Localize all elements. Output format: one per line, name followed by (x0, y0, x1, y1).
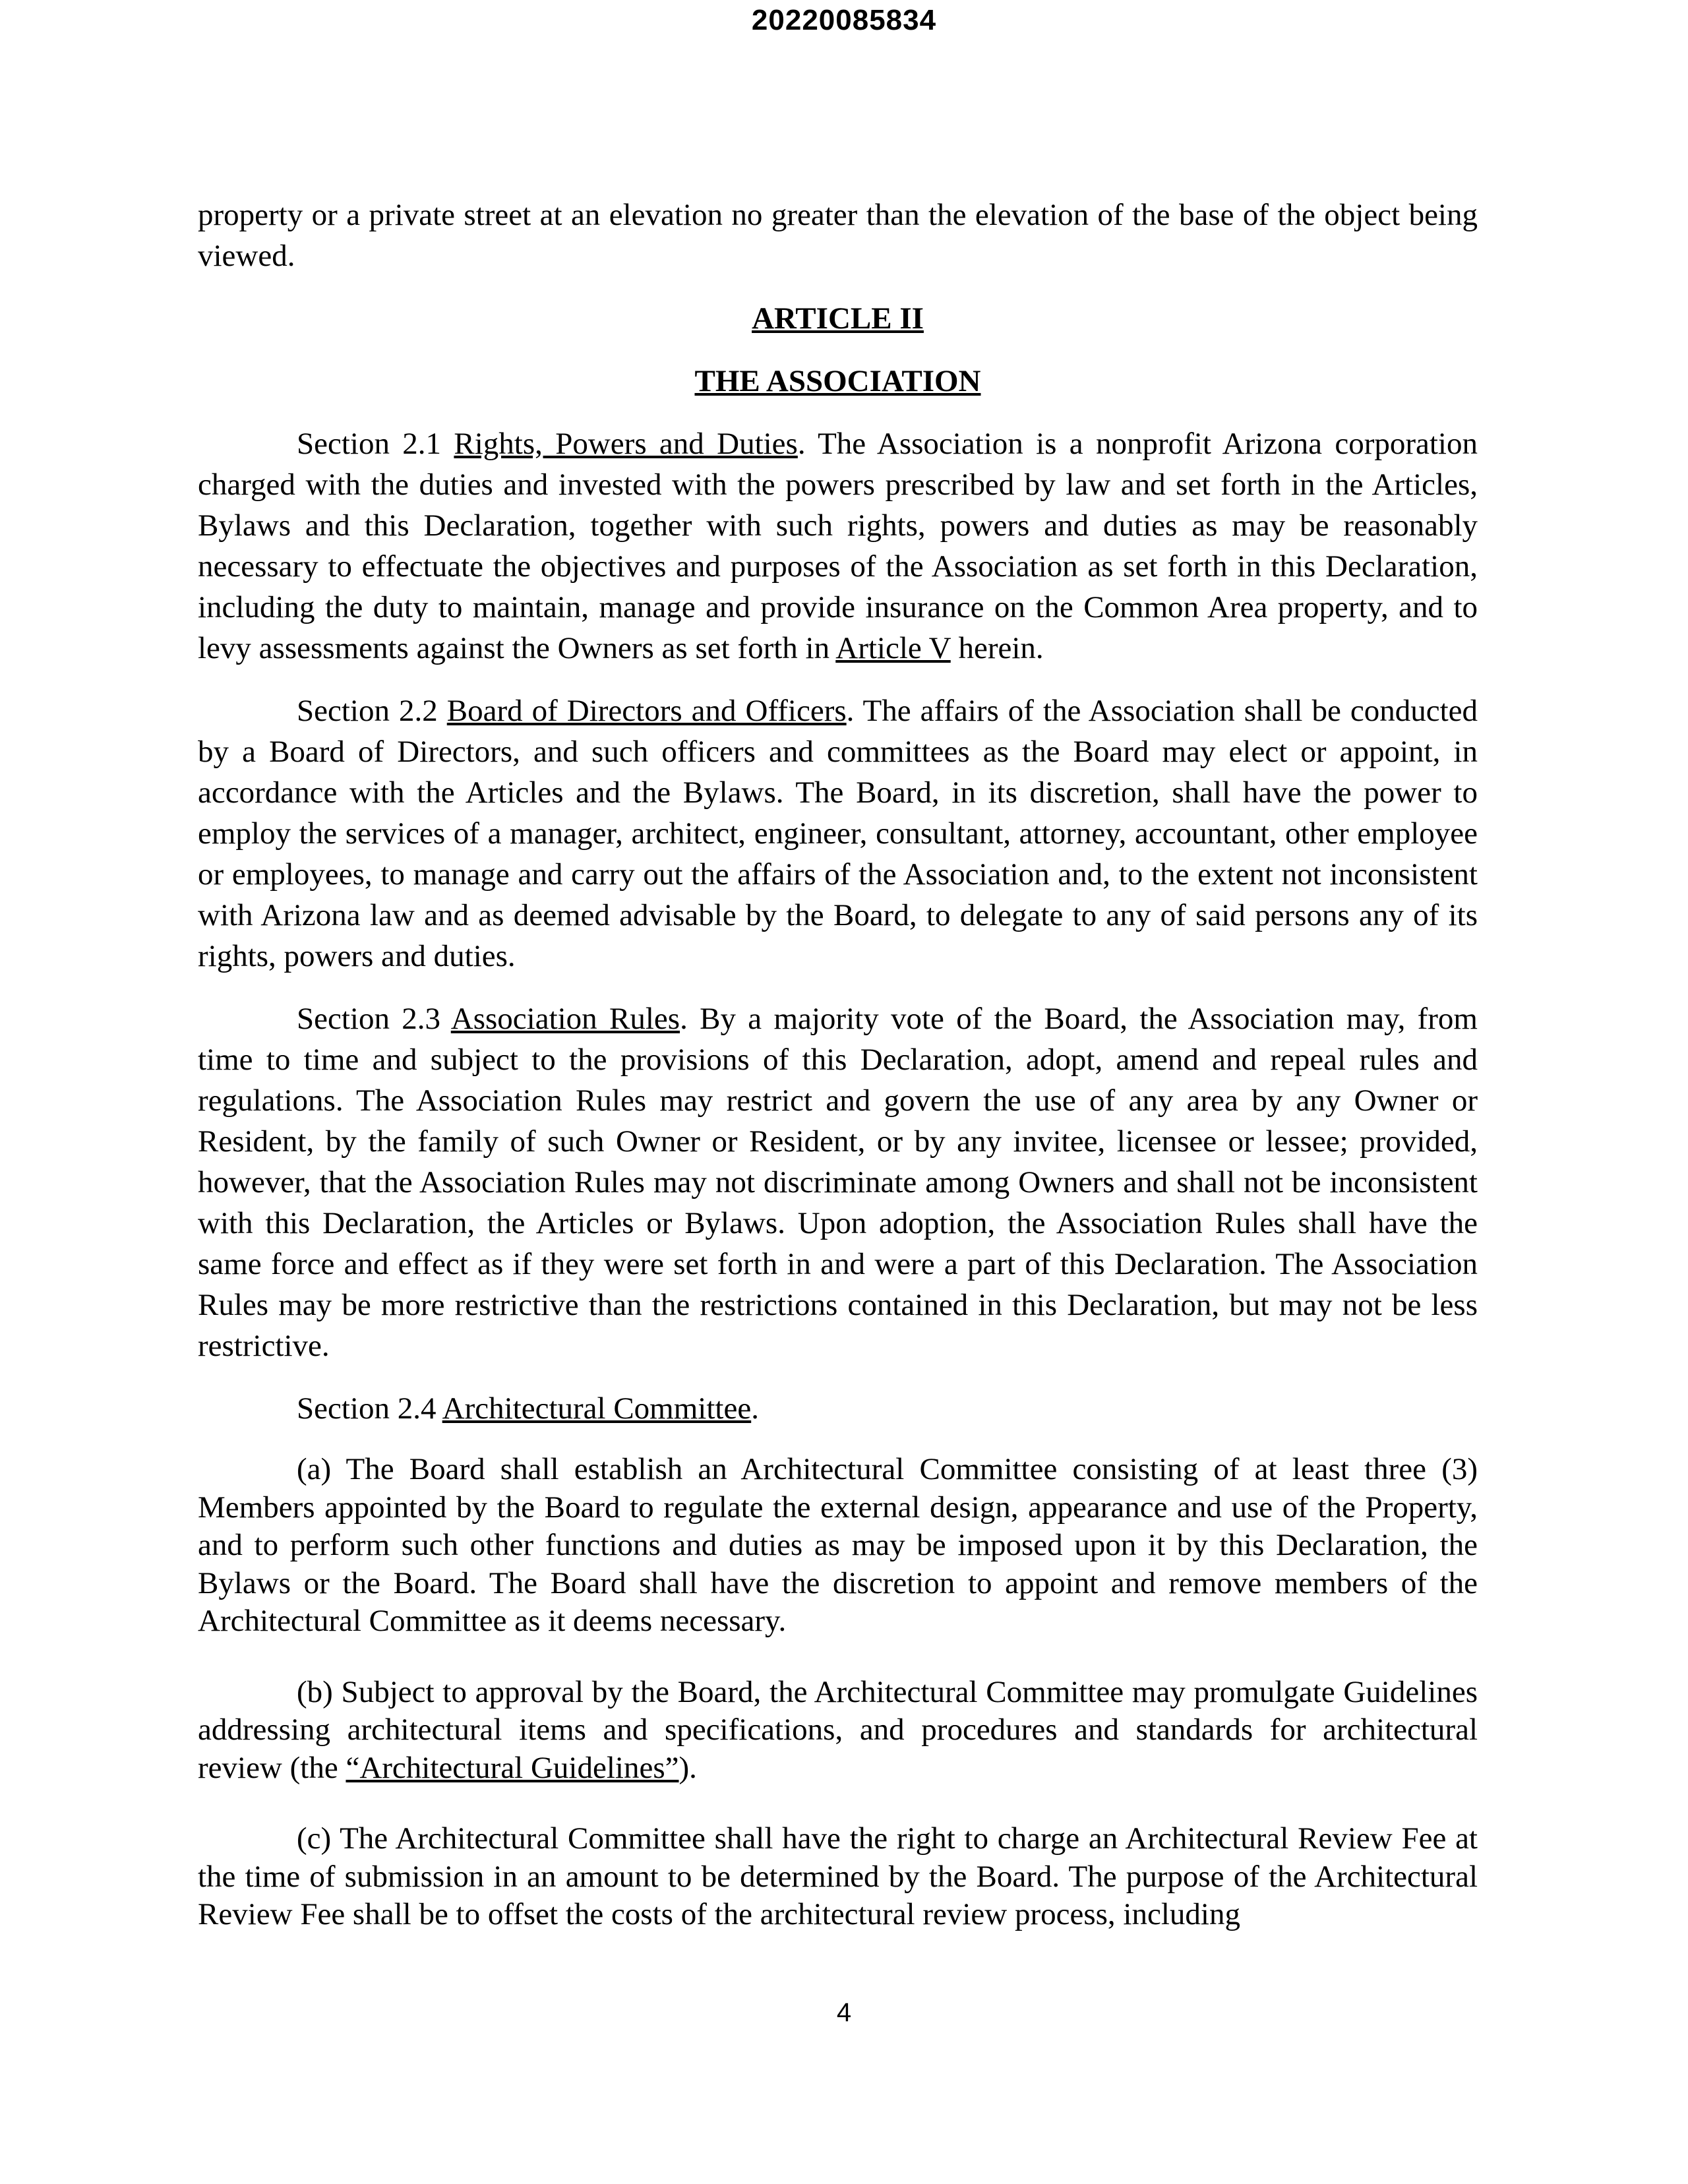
section-text: . By a majority vote of the Board, the Association may, from time to time and subject to the provisions of this Declaration, adopt, amend and repeal rules and regulations. The Association Rules may restrict and govern the use of any area by any Owner or Resident, by the family of such Owner or Resident, or by any invitee, licensee or lessee; provided, however, that the Association Rules may not discriminate among Owners and shall not be inconsistent with this Declaration, the Articles or Bylaws. Upon adoption, the Association Rules shall have the same force and effect as if they were set forth in and were a part of this Declaration. The Association Rules may be more restrictive than the restrictions contained in this Declaration, but may not be less restrictive. (198, 1002, 1478, 1363)
subsection-text: (b) Subject to approval by the Board, the Architectural Committee may promulgate Guidelines addressing architectural items and specifications, and procedures and standards for architectural review (the (198, 1674, 1478, 1785)
section-number: Section 2.1 (297, 427, 442, 461)
section-2-1 (198, 423, 1478, 669)
section-2-2 (198, 690, 1478, 977)
section-text: . (751, 1391, 759, 1426)
section-text: . The affairs of the Association shall be conducted by a Board of Directors, and such officers and committees as the Board may elect or appoint, in accordance with the Articles and the Bylaws. The Board, in its discretion, shall have the power to employ the services of a manager, architect, engineer, consultant, attorney, accountant, other employee or employees, to manage and carry out the affairs of the Association and, to the extent not inconsistent with Arizona law and as deemed advisable by the Board, to delegate to any of said persons any of its rights, powers and duties. (198, 694, 1478, 973)
carryover-paragraph: property or a private street at an elevation no greater than the elevation of the base of the object being viewed. (198, 198, 1478, 273)
section-number: Section 2.4 (297, 1391, 437, 1426)
section-2-3 (198, 998, 1478, 1366)
section-title: Board of Directors and Officers (446, 694, 847, 728)
article-reference: Article V (835, 631, 951, 665)
section-2-4 (198, 1388, 1478, 1429)
subsection-b (198, 1674, 1478, 1788)
section-title: Association Rules (450, 1002, 680, 1036)
section-number: Section 2.2 (297, 694, 438, 728)
article-title: THE ASSOCIATION (694, 364, 981, 398)
subsection-a: (a) The Board shall establish an Architectural Committee consisting of at least three (3) Members appointed by the Board to regulate the external design, appearance and use of the Property, and to perform such other functions and duties as may be imposed upon it by this Declaration, the Bylaws or the Board. The Board shall have the discretion to appoint and remove members of the Architectural Committee as it deems necessary. (198, 1452, 1478, 1638)
section-title: Architectural Committee (442, 1391, 752, 1426)
section-title: Rights, Powers and Duties (454, 427, 798, 461)
subsection-text-end: ). (678, 1750, 697, 1785)
subsection-c: (c) The Architectural Committee shall have the right to charge an Architectural Review Fee at the time of submission in an amount to be determined by the Board. The purpose of the Architectural Review Fee shall be to offset the costs of the architectural review process, including (198, 1821, 1478, 1931)
article-heading: ARTICLE II (752, 301, 924, 336)
defined-term: “Architectural Guidelines” (346, 1750, 679, 1785)
section-number: Section 2.3 (297, 1002, 441, 1036)
page-number: 4 (836, 1998, 852, 2027)
page-body (198, 195, 1478, 1934)
section-text-end: herein. (950, 631, 1044, 665)
section-text: . The Association is a nonprofit Arizona corporation charged with the duties and invested with the powers prescribed by law and set forth in the Articles, Bylaws and this Declaration, together with such rights, powers and duties as may be reasonably necessary to effectuate the objectives and purposes of the Association as set forth in this Declaration, including the duty to maintain, manage and provide insurance on the Common Area property, and to levy assessments against the Owners as set forth in (198, 427, 1478, 665)
document-number: 20220085834 (751, 4, 937, 36)
